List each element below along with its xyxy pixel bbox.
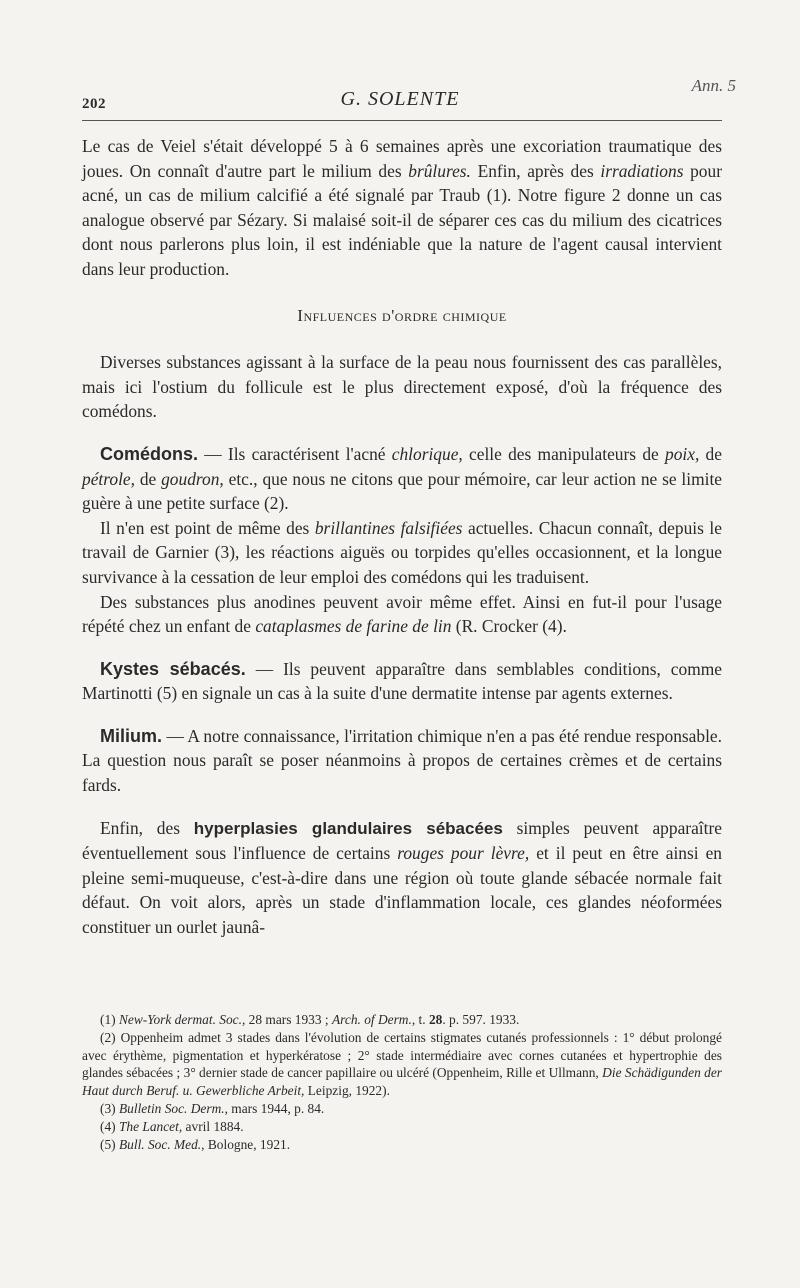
footnote-3: (3) Bulletin Soc. Derm., mars 1944, p. 84.	[100, 1100, 325, 1116]
paragraph-hyperplasies: Enfin, des hyperplasies glandulaires sébacées simples peuvent apparaître éventuellement sous l'influence de certains rouges pour lèvre, et il peut en être ainsi en pleine semi-muqueuse, c'est-à-dire dans une région où toute glande sébacée normale fait défaut. On voit alors, après un stade d'inflammation locale, ces glandes néoformées constituer un ourlet jaunâ-	[82, 817, 723, 938]
term-hyperplasies: hyperplasies glandulaires sébacées	[193, 818, 503, 838]
paragraph-milium: Milium. — A notre connaissance, l'irritation chimique n'en a pas été rendue responsable. La question nous paraît se poser néanmoins à propos de certaines crèmes et de certains fards.	[82, 725, 722, 796]
footnote-2: (2) Oppenheim admet 3 stades dans l'évolution de certains stigmates cutanés professionnels : 1° début prolongé avec érythème, pigmentation et hyperkératose ; 2° stade intermédiaire avec cornes cutanées et hypertrophie des glandes sébacées ; 3° dernier stade de cancer papillaire ou ulcéré (Oppenheim, Rille et Ullmann, Die Schädigunden der Haut durch Beruf. u. Gewerbliche Arbeit, Leipzig, 1922).	[82, 1029, 722, 1099]
footnote-5: (5) Bull. Soc. Med., Bologne, 1921.	[100, 1136, 291, 1152]
paragraph-substances: Diverses substances agissant à la surface de la peau nous fournissent des cas parallèles, mais ici l'ostium du follicule est le plus directement exposé, d'où la fréquence des comédons.	[82, 352, 722, 422]
running-title: G. SOLENTE	[340, 88, 460, 110]
body-text	[82, 134, 722, 940]
term-comedons: Comédons.	[100, 443, 199, 464]
paragraph-kystes: Kystes sébacés. — Ils peuvent apparaître dans semblables conditions, comme Martinotti (5) en signale un cas à la suite d'une dermatite intense par agents externes.	[82, 658, 722, 704]
header-rule	[82, 120, 722, 121]
section-heading: Influences d'ordre chimique	[297, 305, 507, 325]
paragraph-brillantines: Il n'en est point de même des brillantines falsifiées actuelles. Chacun connaît, depuis le travail de Garnier (3), les réactions aiguës ou torpides qu'elles occasionnent, et la longue survivance à la cessation de leur emploi des comédons qui les traduisent.	[82, 517, 722, 587]
term-kystes: Kystes sébacés.	[100, 658, 246, 679]
paragraph-veiel: Le cas de Veiel s'était développé 5 à 6 semaines après une excoriation traumatique des joues. On connaît d'autre part le milium des brûlures. Enfin, après des irradiations pour acné, un cas de milium calcifié a été signalé par Traub (1). Notre figure 2 donne un cas analogue observé par Sézary. Si malaisé soit-il de séparer ces cas du milium des cicatrices dont nous parlerons plus loin, il est indéniable que la nature de l'agent causal intervient dans leur production.	[82, 136, 722, 279]
page-number: 202	[82, 96, 106, 112]
paragraph-comedons: Comédons. — Ils caractérisent l'acné chlorique, celle des manipulateurs de poix, de pétrole, de goudron, etc., que nous ne citons que pour mémoire, car leur action ne se limite guère à une petite surface (2).	[82, 443, 722, 514]
handwritten-annotation: Ann. 5	[691, 76, 736, 95]
footnote-4: (4) The Lancet, avril 1884.	[100, 1118, 244, 1134]
footnotes	[82, 1011, 722, 1153]
footnote-1: (1) New-York dermat. Soc., 28 mars 1933 ; Arch. of Derm., t. 28. p. 597. 1933.	[100, 1012, 520, 1027]
paragraph-cataplasmes: Des substances plus anodines peuvent avoir même effet. Ainsi en fut-il pour l'usage répété chez un enfant de cataplasmes de farine de lin (R. Crocker (4).	[82, 591, 722, 637]
term-milium: Milium.	[100, 725, 162, 746]
